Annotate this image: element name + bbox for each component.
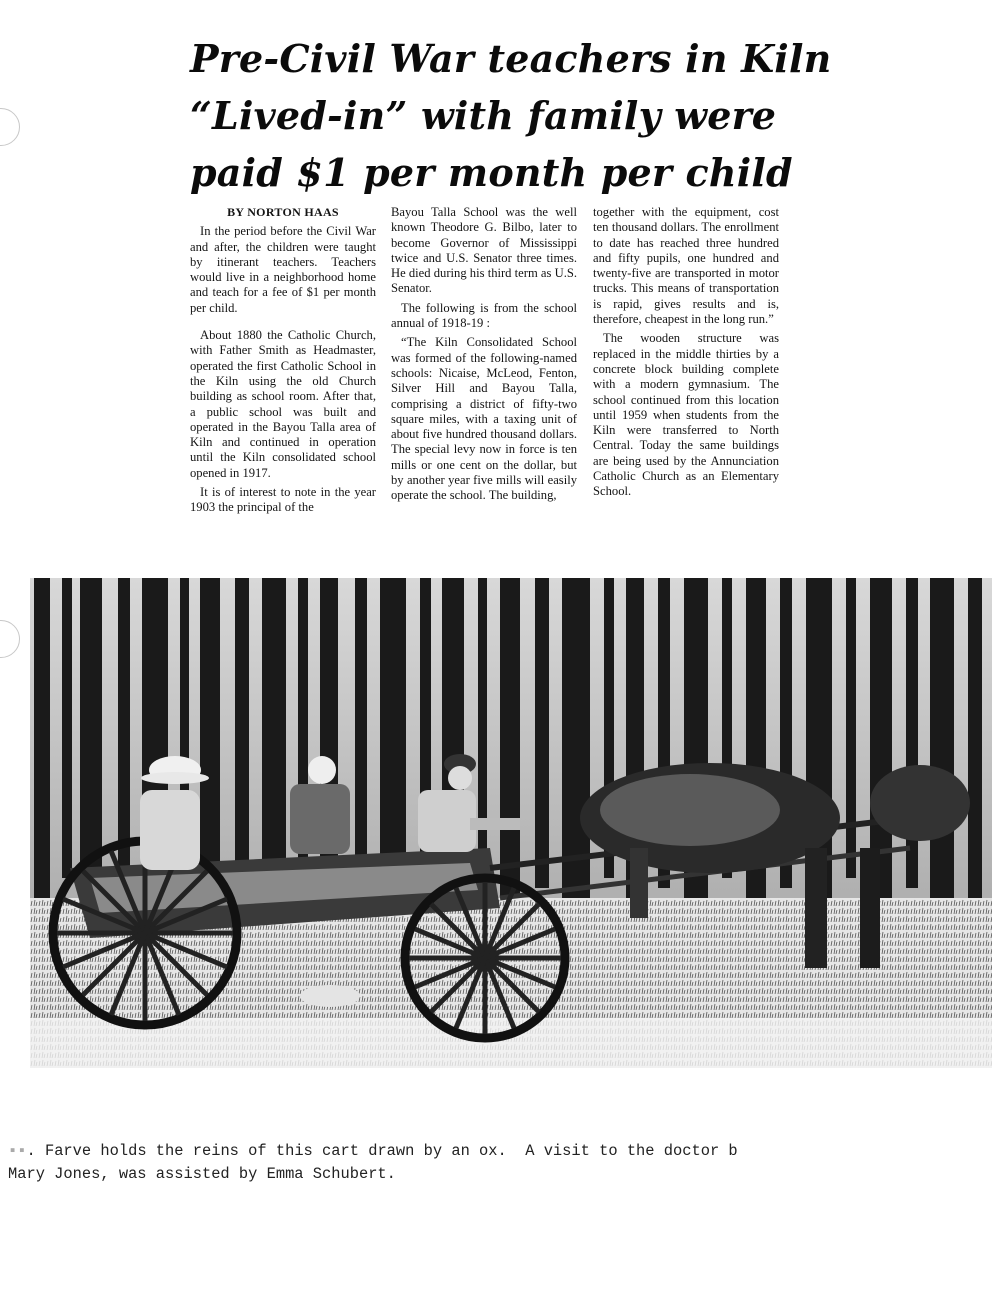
article-column-1 xyxy=(190,205,376,516)
headline-line-2: “Lived-in” with family were xyxy=(190,93,777,138)
caption-line-1: . Farve holds the reins of this cart drawn by an ox. A visit to the doctor b xyxy=(26,1142,738,1160)
article-column-3 xyxy=(593,205,779,500)
caption-line-2: Mary Jones, was assisted by Emma Schubert. xyxy=(8,1165,396,1183)
photograph-ox-cart xyxy=(30,578,992,1068)
caption-smudge: ▪▪ xyxy=(8,1142,27,1160)
headline-line-3: paid $1 per month per child xyxy=(190,150,793,195)
article-column-2 xyxy=(391,205,577,504)
punch-hole-top xyxy=(0,108,20,146)
paragraph: “The Kiln Consolidated School was formed of the following-named schools: Nicaise, McLeod, Fenton, Silver Hill and Bayou Talla, comprising a district of fifty-two square miles, with a taxing unit of about five hundred thousand dollars. The special levy now in force is ten mills or one cent on the dollar, but by another year five mills will easily operate the school. The building, xyxy=(391,335,577,503)
paragraph: The wooden structure was replaced in the middle thirties by a concrete block building complete with a modern gymnasium. The school continued from this location until 1959 when students from the Kiln were transferred to North Central. Today the same buildings are being used by the Annunciation Catholic Church as an Elementary School. xyxy=(593,331,779,499)
paragraph: Bayou Talla School was the well known Theodore G. Bilbo, later to become Governor of Mississippi twice and U.S. Senator three times. He died during his third term as U.S. Senator. xyxy=(391,205,577,296)
paragraph: together with the equipment, cost ten thousand dollars. The enrollment to date has reached three hundred and fifty pupils, one hundred and twenty-five are transported in motor trucks. This means of transportation is rapid, gives results and is, therefore, cheapest in the long run.” xyxy=(593,205,779,327)
paragraph: About 1880 the Catholic Church, with Father Smith as Headmaster, operated the first Catholic School in the Kiln using the old Church building as school room. After that, a public school was built and operated in the Bayou Talla area of Kiln and continued in operation until the Kiln consolidated school opened in 1917. xyxy=(190,328,376,480)
punch-hole-middle xyxy=(0,620,20,658)
rear-wheel xyxy=(53,841,237,1025)
article-headline xyxy=(190,30,832,201)
ox-cart-photo-image xyxy=(30,578,992,1068)
dog xyxy=(300,985,360,1007)
photo-caption xyxy=(8,1140,992,1186)
paragraph: In the period before the Civil War and after, the children were taught by itinerant teachers. Teachers would live in a neighborhood home and teach for a fee of $1 per month per child. xyxy=(190,224,376,315)
front-wheel xyxy=(405,878,565,1038)
headline-line-1: Pre-Civil War teachers in Kiln xyxy=(190,36,832,81)
byline: BY NORTON HAAS xyxy=(227,205,339,219)
paragraph: The following is from the school annual of 1918-19 : xyxy=(391,300,577,331)
paragraph: It is of interest to note in the year 1903 the principal of the xyxy=(190,485,376,515)
